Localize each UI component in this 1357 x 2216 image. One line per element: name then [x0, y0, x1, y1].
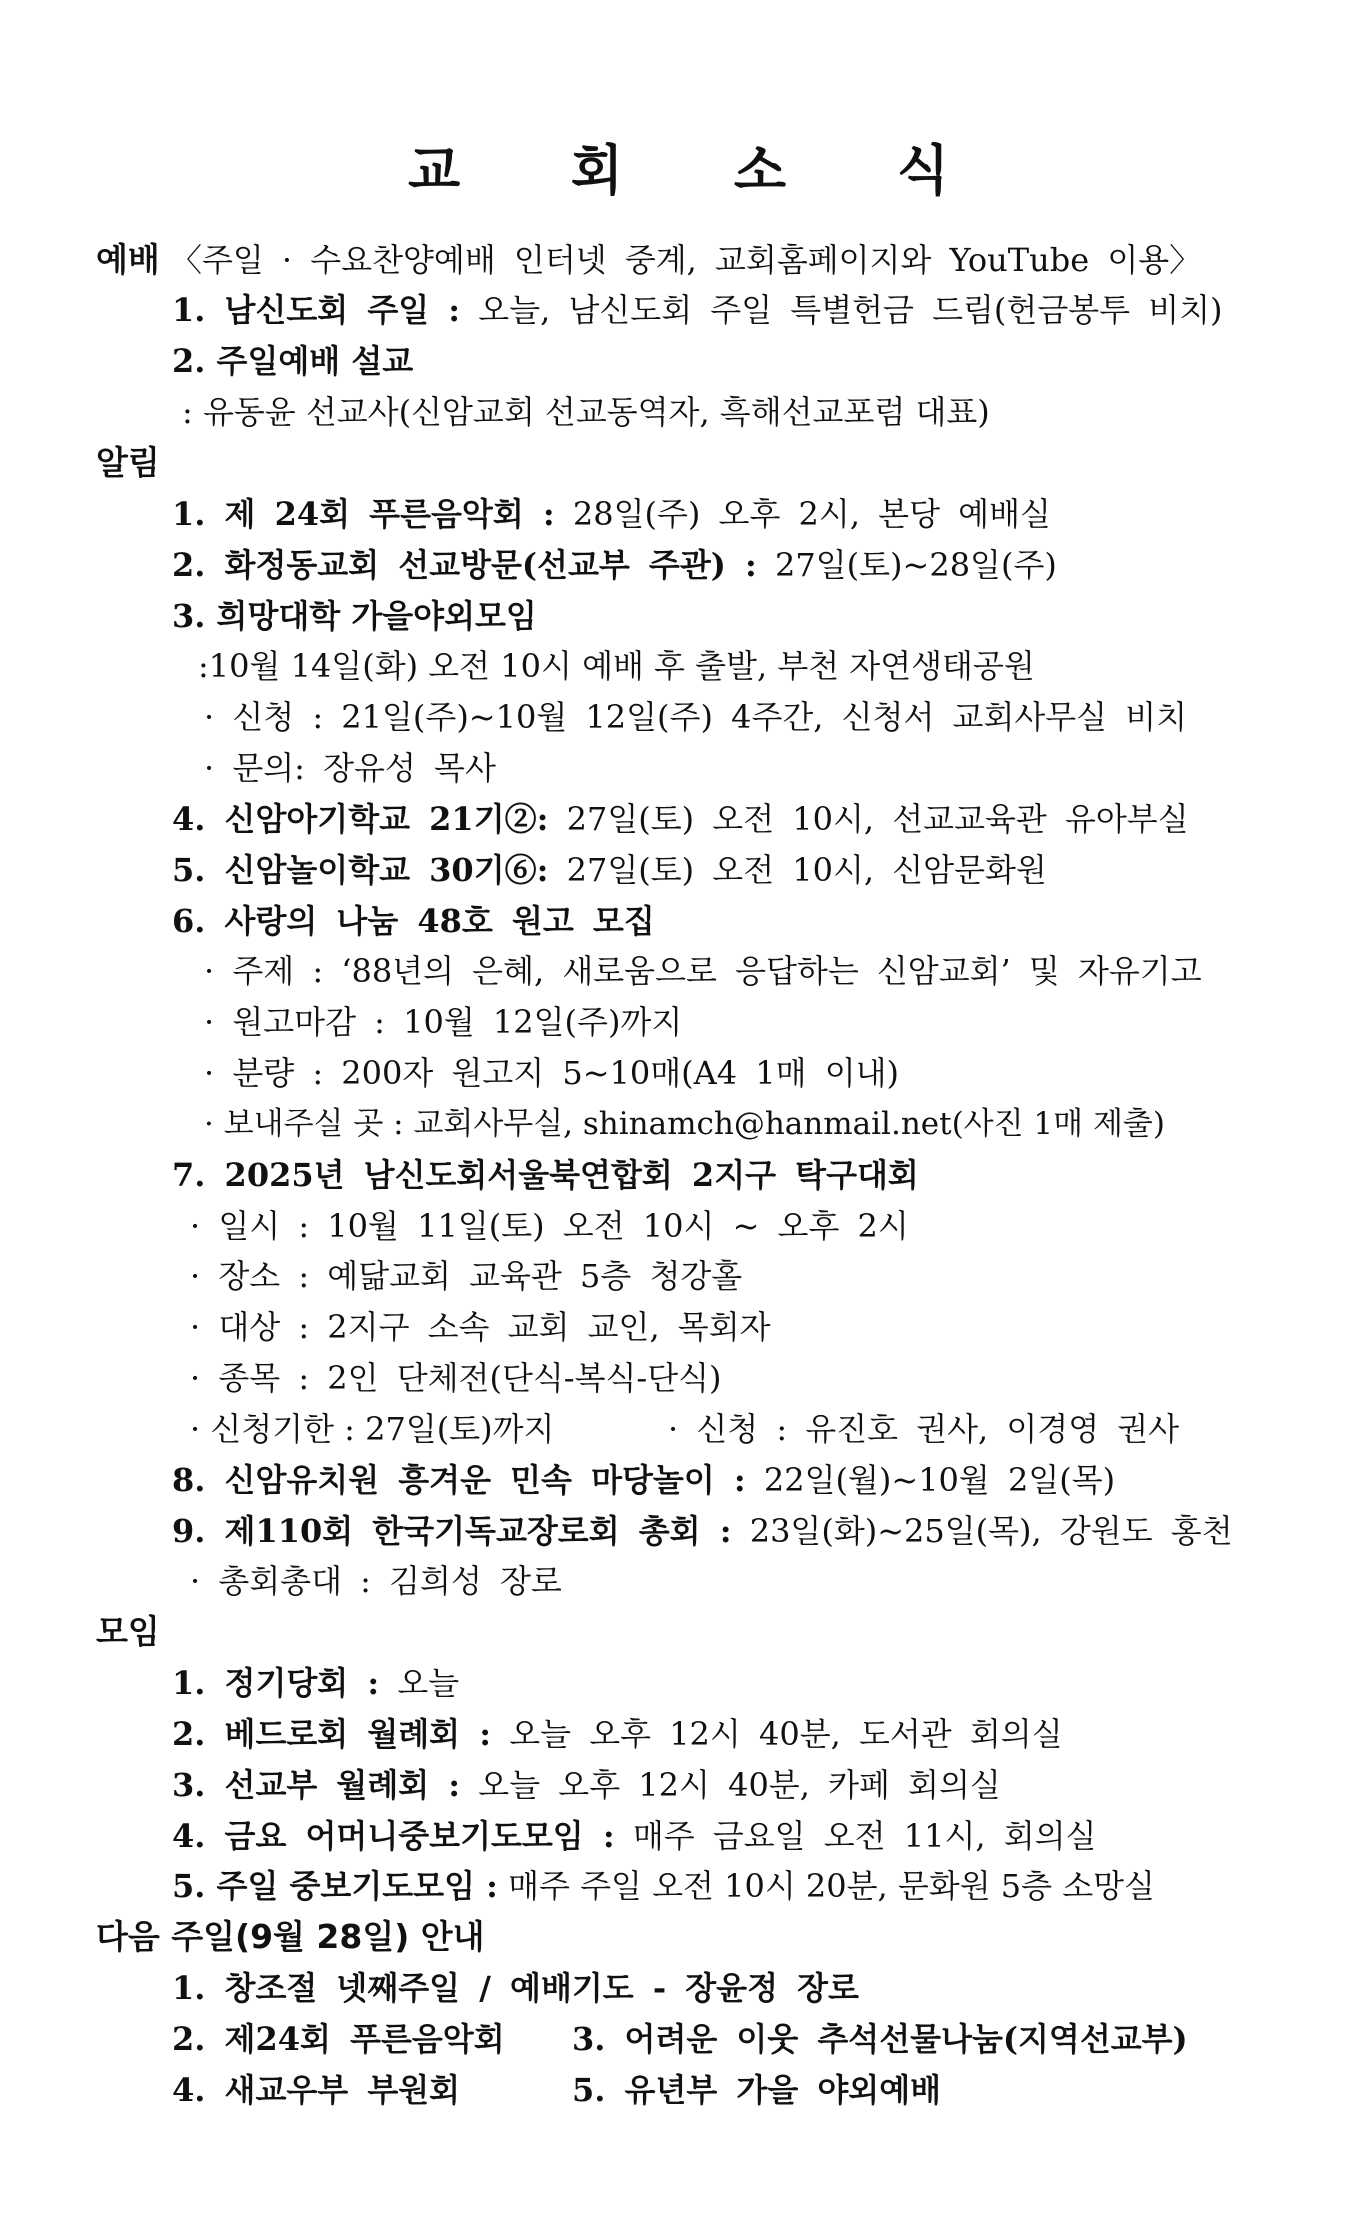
meeting-3-label: 3. 선교부 월례회 : [172, 1766, 461, 1804]
meeting-item-2 [172, 1714, 1063, 1754]
notice-7-label: 7. 2025년 남신도회서울북연합회 2지구 탁구대회 [172, 1156, 919, 1194]
notice-5-text: 27일(토) 오전 10시, 신암문화원 [566, 851, 1047, 889]
notice-item-5 [172, 850, 1047, 890]
meeting-item-1 [172, 1663, 459, 1703]
notice-9-delegate: · 총회총대 : 김희성 장로 [190, 1562, 562, 1600]
meeting-item-5 [172, 1866, 1155, 1906]
next-week-item-2: 2. 제24회 푸른음악회 [172, 2020, 505, 2058]
notice-6-length: · 분량 : 200자 원고지 5~10매(A4 1매 이내) [204, 1054, 900, 1092]
worship-item-1-label: 1. 남신도회 주일 : [172, 291, 461, 329]
notice-item-1 [172, 494, 1051, 534]
meeting-5-label: 5. 주일 중보기도모임 : [172, 1867, 498, 1905]
next-week-item-3: 3. 어려운 이웃 추석선물나눔(지역선교부) [572, 2020, 1188, 2058]
notice-8-text: 22일(월)~10월 2일(목) [763, 1461, 1116, 1499]
notice-7-event: · 종목 : 2인 단체전(단식-복식-단식) [190, 1359, 722, 1397]
notice-6-deadline: · 원고마감 : 10월 12일(주)까지 [204, 1003, 683, 1041]
worship-section-row [96, 240, 1201, 280]
notice-item-4 [172, 799, 1189, 839]
notice-9-label: 9. 제110회 한국기독교장로회 총회 : [172, 1512, 732, 1550]
page-title: 교 회 소 식 [407, 139, 996, 202]
worship-item-2-text: : 유동윤 선교사(신암교회 선교동역자, 흑해선교포럼 대표) [182, 393, 990, 431]
notice-3-contact: · 문의: 장유성 목사 [204, 749, 496, 787]
next-week-item-5: 5. 유년부 가을 야외예배 [572, 2071, 942, 2109]
next-week-item-1: 1. 창조절 넷째주일 / 예배기도 - 장윤정 장로 [172, 1969, 859, 2007]
notice-1-text: 28일(주) 오후 2시, 본당 예배실 [572, 495, 1051, 533]
meeting-4-text: 매주 금요일 오전 11시, 회의실 [632, 1817, 1097, 1855]
meetings-heading: 모임 [96, 1612, 160, 1651]
meeting-item-4 [172, 1816, 1096, 1856]
meeting-2-text: 오늘 오후 12시 40분, 도서관 회의실 [509, 1715, 1063, 1753]
notice-item-8 [172, 1460, 1115, 1500]
notice-7-date: · 일시 : 10월 11일(토) 오전 10시 ~ 오후 2시 [190, 1207, 909, 1245]
notice-8-label: 8. 신암유치원 흥겨운 민속 마당놀이 : [172, 1461, 746, 1499]
worship-note: 〈주일 · 수요찬양예배 인터넷 중계, 교회홈페이지와 YouTube 이용〉 [169, 241, 1202, 279]
notice-7-apply: · 신청 : 유진호 권사, 이경영 권사 [668, 1410, 1180, 1448]
notice-6-send: · 보내주실 곳 : 교회사무실, shinamch@hanmail.net(사진 1매 제출) [204, 1106, 1165, 1142]
notice-3-apply: · 신청 : 21일(주)~10월 12일(주) 4주간, 신청서 교회사무실 비치 [204, 698, 1188, 736]
meeting-3-text: 오늘 오후 12시 40분, 카페 회의실 [478, 1766, 1001, 1804]
worship-item-1-text: 오늘, 남신도회 주일 특별헌금 드림(헌금봉투 비치) [478, 291, 1223, 329]
next-week-heading: 다음 주일(9월 28일) 안내 [96, 1917, 485, 1956]
notice-3-label: 3. 희망대학 가을야외모임 [172, 597, 537, 635]
notice-9-text: 23일(화)~25일(목), 강원도 홍천 [749, 1512, 1233, 1550]
meeting-1-text: 오늘 [397, 1664, 460, 1702]
meeting-4-label: 4. 금요 어머니중보기도모임 : [172, 1817, 615, 1855]
notice-1-label: 1. 제 24회 푸른음악회 : [172, 495, 555, 533]
meeting-2-label: 2. 베드로회 월례회 : [172, 1715, 492, 1753]
notices-heading: 알림 [96, 443, 160, 482]
notice-4-text: 27일(토) 오전 10시, 선교교육관 유아부실 [566, 800, 1189, 838]
notice-7-place: · 장소 : 예닮교회 교육관 5층 청강홀 [190, 1257, 743, 1295]
next-week-item-4: 4. 새교우부 부원회 [172, 2071, 461, 2109]
worship-item-2-label: 2. 주일예배 설교 [172, 342, 414, 380]
notice-2-label: 2. 화정동교회 선교방문(선교부 주관) : [172, 546, 757, 584]
notice-item-9 [172, 1511, 1233, 1551]
notice-2-text: 27일(토)~28일(주) [775, 546, 1057, 584]
meeting-5-text: 매주 주일 오전 10시 20분, 문화원 5층 소망실 [508, 1867, 1155, 1905]
meeting-item-3 [172, 1765, 1001, 1805]
notice-6-theme: · 주제 : ‘88년의 은혜, 새로움으로 응답하는 신암교회’ 및 자유기고 [204, 952, 1202, 990]
meeting-1-label: 1. 정기당회 : [172, 1664, 380, 1702]
notice-3-text: :10월 14일(화) 오전 10시 예배 후 출발, 부천 자연생태공원 [198, 647, 1035, 685]
notice-7-target: · 대상 : 2지구 소속 교회 교인, 목회자 [190, 1308, 771, 1346]
notice-5-label: 5. 신암놀이학교 30기⑥: [172, 851, 549, 889]
notice-6-label: 6. 사랑의 나눔 48호 원고 모집 [172, 902, 655, 940]
worship-item-1 [172, 290, 1223, 330]
notice-item-2 [172, 545, 1057, 585]
notice-7-deadline: · 신청기한 : 27일(토)까지 [190, 1410, 555, 1448]
notice-4-label: 4. 신암아기학교 21기②: [172, 800, 549, 838]
worship-heading: 예배 [96, 240, 160, 279]
